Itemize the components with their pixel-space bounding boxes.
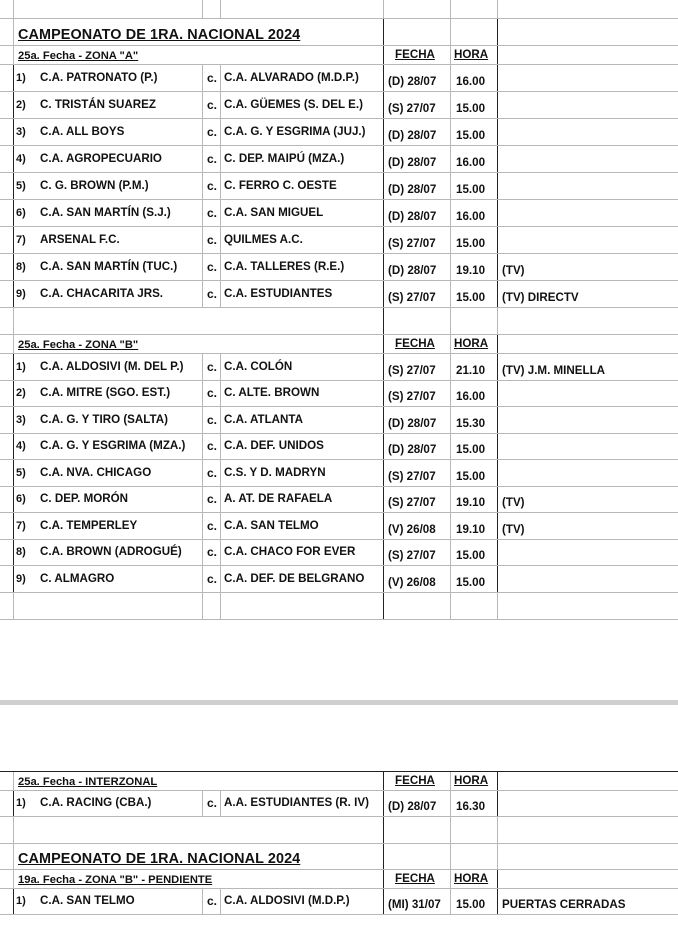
match-row: [0, 254, 678, 281]
match-date: (S) 27/07: [388, 390, 436, 403]
home-team: ARSENAL F.C.: [40, 233, 120, 246]
away-team: C.A. CHACO FOR EVER: [224, 545, 356, 558]
blank-row: [0, 0, 678, 19]
versus-label: c.: [207, 287, 218, 301]
away-team: C. ALTE. BROWN: [224, 386, 320, 399]
broadcast-note: PUERTAS CERRADAS: [502, 898, 626, 911]
away-team: C.A. ALDOSIVI (M.D.P.): [224, 894, 350, 907]
page-title: CAMPEONATO DE 1RA. NACIONAL 2024: [18, 27, 301, 43]
hora-label: HORA: [454, 872, 489, 885]
away-team: C.A. TALLERES (R.E.): [224, 260, 345, 273]
zona-a-header: 25a. Fecha - ZONA "A": [18, 50, 139, 62]
blank-row: [0, 308, 678, 335]
match-number: 5): [16, 466, 26, 479]
match-row: [0, 540, 678, 567]
match-time: 19.10: [456, 522, 486, 536]
away-team: C.A. ESTUDIANTES: [224, 287, 333, 300]
versus-label: c.: [207, 260, 218, 274]
away-team: QUILMES A.C.: [224, 233, 303, 246]
match-time: 15.00: [456, 575, 486, 589]
match-number: 3): [16, 126, 26, 138]
match-date: (S) 27/07: [388, 363, 436, 377]
match-row: [0, 92, 678, 119]
home-team: C.A. CHACARITA JRS.: [40, 287, 164, 300]
versus-label: c.: [207, 71, 218, 85]
versus-label: c.: [207, 386, 218, 400]
match-row: [0, 460, 678, 487]
match-date: (D) 28/07: [388, 183, 437, 196]
fecha-label: FECHA: [395, 872, 435, 885]
zona-b-header: 25a. Fecha - ZONA "B": [18, 339, 139, 351]
match-date: (S) 27/07: [388, 549, 436, 562]
match-time: 16.30: [456, 800, 486, 813]
match-date: (D) 28/07: [388, 210, 437, 223]
pendiente-header-row: [0, 870, 678, 889]
versus-label: c.: [207, 465, 218, 480]
fecha-label: FECHA: [395, 337, 435, 350]
match-number: 8): [16, 546, 26, 558]
match-date: (D) 28/07: [388, 129, 437, 142]
match-date: (S) 27/07: [388, 102, 436, 115]
match-date: (D) 28/07: [388, 443, 437, 456]
match-time: 15.00: [456, 183, 486, 196]
match-row: [0, 227, 678, 254]
match-time: 15.00: [456, 291, 486, 304]
away-team: C.A. DEF. UNIDOS: [224, 439, 324, 452]
away-team: A. AT. DE RAFAELA: [224, 492, 333, 505]
home-team: C.A. G. Y TIRO (SALTA): [40, 412, 168, 426]
home-team: C.A. RACING (CBA.): [40, 796, 152, 809]
versus-label: c.: [207, 125, 218, 139]
match-date: (S) 27/07: [388, 237, 436, 250]
match-number: 4): [16, 153, 26, 165]
page-separator: [0, 700, 678, 705]
away-team: C.A. G. Y ESGRIMA (JUJ.): [224, 125, 366, 138]
spreadsheet-bottom: [0, 771, 678, 915]
away-team: C. DEP. MAIPÚ (MZA.): [224, 152, 345, 165]
away-team: A.A. ESTUDIANTES (R. IV): [224, 796, 369, 809]
match-date: (S) 27/07: [388, 496, 436, 509]
match-date: (MI) 31/07: [388, 898, 441, 911]
away-team: C.S. Y D. MADRYN: [224, 465, 326, 479]
broadcast-note: (TV): [502, 496, 525, 509]
match-number: 2): [16, 387, 26, 399]
home-team: C. TRISTÁN SUAREZ: [40, 98, 156, 111]
match-row: [0, 119, 678, 146]
match-number: 8): [16, 261, 26, 273]
home-team: C.A. PATRONATO (P.): [40, 71, 158, 84]
match-time: 19.10: [456, 264, 486, 277]
zona-b-table: [0, 354, 678, 593]
title-row: [0, 19, 678, 46]
match-row: [0, 146, 678, 173]
versus-label: c.: [207, 796, 218, 810]
match-date: (D) 28/07: [388, 416, 437, 430]
match-time: 15.00: [456, 443, 486, 456]
match-number: 6): [16, 207, 26, 219]
broadcast-note: (TV) DIRECTV: [502, 291, 579, 304]
home-team: C. ALMAGRO: [40, 571, 115, 585]
match-row: [0, 281, 678, 308]
hora-label: HORA: [454, 48, 489, 61]
match-date: (S) 27/07: [388, 291, 436, 304]
match-row: [0, 566, 678, 593]
match-time: 16.00: [456, 390, 486, 403]
match-number: 6): [16, 493, 26, 505]
match-date: (D) 28/07: [388, 800, 437, 813]
home-team: C.A. SAN MARTÍN (TUC.): [40, 260, 178, 273]
broadcast-note: (TV): [502, 522, 525, 536]
match-date: (D) 28/07: [388, 75, 437, 88]
match-time: 16.00: [456, 210, 486, 223]
pendiente-title: CAMPEONATO DE 1RA. NACIONAL 2024: [18, 851, 301, 867]
match-time: 15.30: [456, 416, 486, 430]
match-number: 2): [16, 99, 26, 111]
match-number: 9): [16, 288, 26, 300]
match-time: 16.00: [456, 156, 486, 169]
versus-label: c.: [207, 412, 218, 427]
home-team: C.A. SAN MARTÍN (S.J.): [40, 206, 171, 219]
interzonal-table: [0, 791, 678, 817]
away-team: C. FERRO C. OESTE: [224, 179, 337, 192]
zona-a-header-row: [0, 46, 678, 65]
pendiente-header: 19a. Fecha - ZONA "B" - PENDIENTE: [18, 874, 213, 886]
match-date: (D) 28/07: [388, 264, 437, 277]
away-team: C.A. COLÓN: [224, 359, 293, 373]
title-row: [0, 844, 678, 870]
versus-label: c.: [207, 206, 218, 220]
home-team: C.A. NVA. CHICAGO: [40, 465, 152, 479]
versus-label: c.: [207, 545, 218, 559]
versus-label: c.: [207, 518, 218, 533]
fecha-label: FECHA: [395, 774, 435, 787]
match-date: (S) 27/07: [388, 469, 436, 483]
home-team: C. DEP. MORÓN: [40, 492, 129, 505]
home-team: C.A. ALDOSIVI (M. DEL P.): [40, 359, 184, 373]
home-team: C.A. SAN TELMO: [40, 894, 135, 907]
match-number: 4): [16, 440, 26, 452]
match-row: [0, 434, 678, 461]
match-row: [0, 173, 678, 200]
versus-label: c.: [207, 439, 218, 453]
interzonal-header: 25a. Fecha - INTERZONAL: [18, 776, 158, 788]
home-team: C.A. ALL BOYS: [40, 125, 125, 138]
match-row: [0, 791, 678, 817]
match-time: 15.00: [456, 102, 486, 115]
away-team: C.A. GÜEMES (S. DEL E.): [224, 98, 363, 111]
match-time: 15.00: [456, 129, 486, 142]
versus-label: c.: [207, 359, 218, 374]
hora-label: HORA: [454, 774, 489, 787]
versus-label: c.: [207, 233, 218, 247]
match-number: 1): [16, 360, 26, 373]
zona-a-table: [0, 65, 678, 308]
away-team: C.A. ALVARADO (M.D.P.): [224, 71, 359, 84]
home-team: C.A. TEMPERLEY: [40, 518, 138, 532]
match-number: 7): [16, 519, 26, 532]
match-row: [0, 65, 678, 92]
match-row: [0, 381, 678, 408]
match-row: [0, 889, 678, 915]
hora-label: HORA: [454, 337, 489, 350]
away-team: C.A. SAN MIGUEL: [224, 206, 324, 219]
match-number: 1): [16, 72, 26, 84]
match-date: (V) 26/08: [388, 575, 436, 589]
zona-b-header-row: [0, 335, 678, 354]
broadcast-note: (TV) J.M. MINELLA: [502, 363, 606, 377]
match-time: 15.00: [456, 549, 486, 562]
match-time: 21.10: [456, 363, 486, 377]
broadcast-note: (TV): [502, 264, 525, 277]
versus-label: c.: [207, 98, 218, 112]
versus-label: c.: [207, 492, 218, 506]
away-team: C.A. SAN TELMO: [224, 518, 319, 532]
match-row: [0, 407, 678, 434]
match-row: [0, 513, 678, 540]
match-number: 9): [16, 572, 26, 585]
match-time: 15.00: [456, 469, 486, 483]
interzonal-header-row: [0, 772, 678, 791]
match-row: [0, 487, 678, 514]
home-team: C. G. BROWN (P.M.): [40, 179, 149, 192]
match-date: (V) 26/08: [388, 522, 436, 536]
match-number: 5): [16, 180, 26, 192]
fecha-label: FECHA: [395, 48, 435, 61]
home-team: C.A. AGROPECUARIO: [40, 152, 162, 165]
home-team: C.A. BROWN (ADROGUÉ): [40, 545, 182, 558]
match-row: [0, 200, 678, 227]
versus-label: c.: [207, 179, 218, 193]
match-number: 1): [16, 895, 26, 907]
match-number: 7): [16, 234, 26, 246]
blank-row: [0, 817, 678, 844]
home-team: C.A. MITRE (SGO. EST.): [40, 386, 171, 399]
versus-label: c.: [207, 152, 218, 166]
match-time: 19.10: [456, 496, 486, 509]
home-team: C.A. G. Y ESGRIMA (MZA.): [40, 439, 186, 452]
away-team: C.A. DEF. DE BELGRANO: [224, 571, 365, 585]
match-date: (D) 28/07: [388, 156, 437, 169]
away-team: C.A. ATLANTA: [224, 412, 303, 426]
match-time: 16.00: [456, 75, 486, 88]
match-time: 15.00: [456, 237, 486, 250]
match-number: 1): [16, 797, 26, 809]
blank-row: [0, 593, 678, 620]
match-number: 3): [16, 413, 26, 426]
versus-label: c.: [207, 571, 218, 586]
match-time: 15.00: [456, 898, 486, 911]
versus-label: c.: [207, 894, 218, 908]
pendiente-table: [0, 889, 678, 915]
match-row: [0, 354, 678, 381]
